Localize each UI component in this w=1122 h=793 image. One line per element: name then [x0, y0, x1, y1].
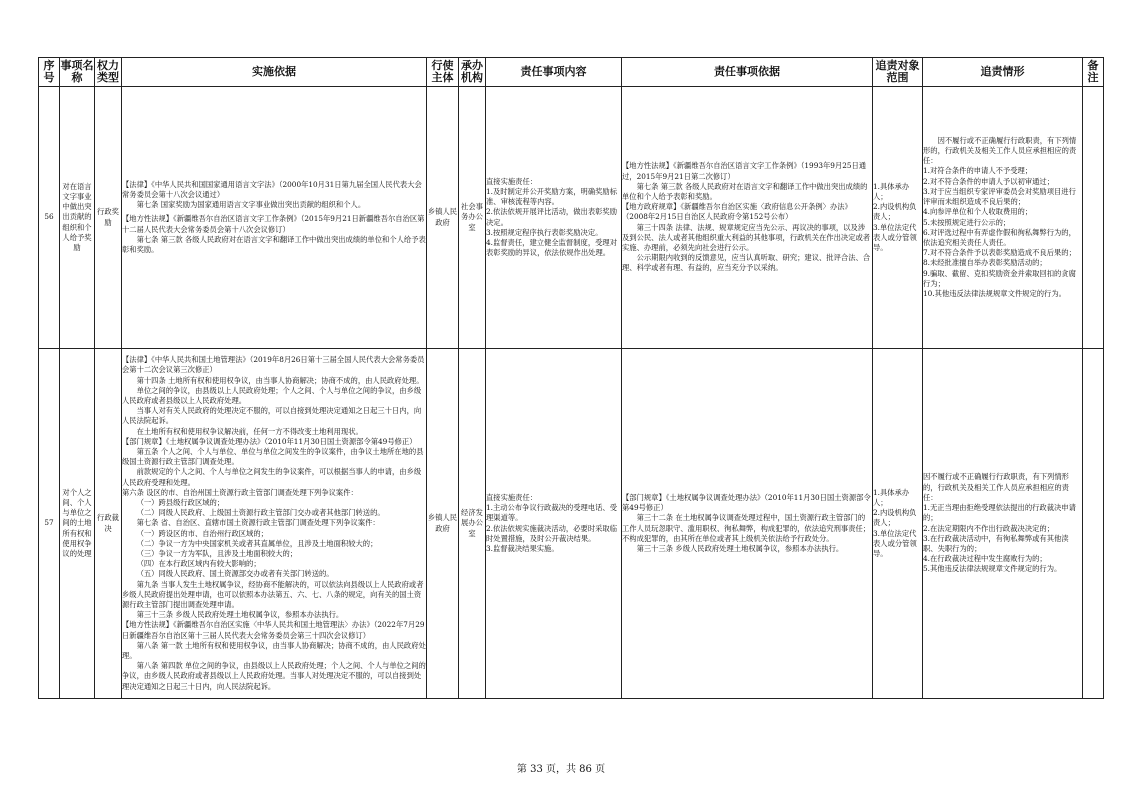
- header-duty-basis: 责任事项依据: [622, 58, 873, 87]
- row-seq: 57: [39, 349, 60, 699]
- row-power-type: 行政裁决: [95, 349, 122, 699]
- row-subject: 乡镇人民政府: [427, 349, 459, 699]
- header-item-name: 事项名称: [60, 58, 95, 87]
- row-seq: 56: [39, 87, 60, 349]
- row-duty-content: 直接实施责任： 1.及时制定并公开奖励方案，明确奖励标准、审核流程等内容。 2.依法依规开展评比活动，做出表彰奖励决定。 3.按照规定程序执行表彰奖励决定。 4.监督责任，建立健全监督制度，受理对表彰奖励的异议，依法依规作出处理。: [486, 87, 622, 349]
- header-subject: 行使主体: [427, 58, 459, 87]
- responsibility-table: [38, 57, 1104, 699]
- row-item-name: 对在语言文字事业中做出突出贡献的组织和个人给予奖励: [60, 87, 95, 349]
- page-number: 第 33 页，共 86 页: [516, 764, 606, 775]
- row-duty-basis: 【地方性法规】《新疆维吾尔自治区语言文字工作条例》（1993年9月25日通过，2015年9月21日第二次修订） 第七条 第三款 各级人民政府对在语言文字和翻译工作中做出突出成绩的单位和个人给予表彰和奖励。 【地方政府规章】《新疆维吾尔自治区实施〈政府信息公开条例〉办法》（2008年2月15日自治区人民政府令第152号公布） 第三十四条 法律、法规、规章规定应当先公示、再议决的事项，以及涉及到公民、法人或者其他组织重大利益的其他事项，行政机关在作出决定或者实施、办理前，必须先向社会进行公示。 公示期限内收到的反馈意见，应当认真听取、研究；建议、批评合法、合理、科学或者有理、有益的，应当充分予以采纳。: [622, 87, 873, 349]
- row-subject: 乡镇人民政府: [427, 87, 459, 349]
- header-seq: 序号: [39, 58, 60, 87]
- header-scope: 追责对象范围: [873, 58, 923, 87]
- row-item-name: 对个人之间、个人与单位之间的土地所有权和使用权争议的处理: [60, 349, 95, 699]
- header-basis: 实施依据: [122, 58, 427, 87]
- row-situation: 因不履行或不正确履行行政职责，有下列情形的，行政机关及相关工作人员应承担相应的责任： 1.对符合条件的申请人不予受理； 2.对不符合条件的申请人予以初审通过； 3.对于应当组织专家评审委员会对奖励项目进行评审而未组织造成不良后果的； 4.向参评单位和个人收取费用的； 5.未按照规定进行公示的； 6.对评选过程中有弄虚作假和徇私舞弊行为的，依法追究相关责任人责任。 7.对不符合条件予以表彰奖励造成不良后果的； 8.未经批准擅自举办表彰奖励活动的； 9.骗取、截留、克扣奖励资金并索取回扣的贪腐行为； 10.其他违反法律法规规章文件规定的行为。: [923, 87, 1083, 349]
- header-agency: 承办机构: [459, 58, 486, 87]
- row-agency: 经济发展办公室: [459, 349, 486, 699]
- row-duty-basis: 【部门规章】《土地权属争议调查处理办法》（2010年11月30日国土资源部令第49号修正） 第三十二条 在土地权属争议调查处理过程中，国土资源行政主管部门的工作人员玩忽职守、滥用职权、徇私舞弊，构成犯罪的，依法追究刑事责任；不构成犯罪的，由其所在单位或者其上级机关依法给予行政处分。 第三十三条 乡级人民政府处理土地权属争议，参照本办法执行。: [622, 349, 873, 699]
- row-scope: 1.具体承办人； 2.内设机构负责人； 3.单位法定代表人或分管领导。: [873, 87, 923, 349]
- header-situation: 追责情形: [923, 58, 1083, 87]
- header-power-type: 权力类型: [95, 58, 122, 87]
- row-situation: 因不履行或不正确履行行政职责，有下列情形的，行政机关及相关工作人员应承担相应的责任： 1.无正当理由拒绝受理依法提出的行政裁决申请的； 2.在法定期限内不作出行政裁决决定的； 3.在行政裁决活动中，有徇私舞弊或有其他渎职、失职行为的； 4.在行政裁决过程中发生腐败行为的； 5.其他违反法律法规规章文件规定的行为。: [923, 349, 1083, 699]
- row-basis: 【法律】《中华人民共和国土地管理法》（2019年8月26日第十三届全国人民代表大会常务委员会第十二次会议第三次修正） 第十四条 土地所有权和使用权争议，由当事人协商解决；协商不成的，由人民政府处理。 单位之间的争议，由县级以上人民政府处理；个人之间、个人与单位之间的争议，由乡级人民政府或者县级以上人民政府处理。 当事人对有关人民政府的处理决定不服的，可以自接到处理决定通知之日起三十日内，向人民法院起诉。 在土地所有权和使用权争议解决前，任何一方不得改变土地利用现状。 【部门规章】《土地权属争议调查处理办法》（2010年11月30日国土资源部令第49号修正） 第五条 个人之间、个人与单位、单位与单位之间发生的争议案件，由争议土地所在地的县级国土资源行政主管部门调查处理。 前款规定的个人之间、个人与单位之间发生的争议案件，可以根据当事人的申请，由乡级人民政府受理和处理。 第六条 设区的市、自治州国土资源行政主管部门调查处理下列争议案件： （一）跨县级行政区域的； （二）同级人民政府、上级国土资源行政主管部门交办或者其他部门转送的。 第七条 省、自治区、直辖市国土资源行政主管部门调查处理下列争议案件： （一）跨设区的市、自治州行政区域的； （二）争议一方为中央国家机关或者其直属单位，且涉及土地面积较大的； （三）争议一方为军队，且涉及土地面积较大的； （四）在本行政区域内有较大影响的； （五）同级人民政府、国土资源部交办或者有关部门转送的。 第九条 当事人发生土地权属争议，经协商不能解决的，可以依法向县级以上人民政府或者乡级人民政府提出处理申请，也可以依照本办法第五、六、七、八条的规定，向有关的国土资源行政主管部门提出调查处理申请。 第三十三条 乡级人民政府处理土地权属争议，参照本办法执行。 【地方性法规】《新疆维吾尔自治区实施〈中华人民共和国土地管理法〉办法》（2022年7月29日新疆维吾尔自治区第十三届人民代表大会常务委员会第三十四次会议修订） 第八条 第一款 土地所有权和使用权争议，由当事人协商解决；协商不成的，由人民政府处理。 第八条 第四款 单位之间的争议，由县级以上人民政府处理；个人之间、个人与单位之间的争议，由乡级人民政府或者县级以上人民政府处理。当事人对处理决定不服的，可以自接到处理决定通知之日起三十日内，向人民法院起诉。: [122, 349, 427, 699]
- row-power-type: 行政奖励: [95, 87, 122, 349]
- header-row: [39, 58, 1104, 87]
- row-basis: 【法律】《中华人民共和国国家通用语言文字法》（2000年10月31日第九届全国人民代表大会常务委员会第十八次会议通过） 第七条 国家奖励为国家通用语言文字事业做出突出贡献的组织和个人。 【地方性法规】《新疆维吾尔自治区语言文字工作条例》（2015年9月21日新疆维吾尔自治区第十二届人民代表大会常务委员会第十八次会议修订） 第七条 第三款 各级人民政府对在语言文字和翻译工作中做出突出成绩的单位和个人给予表彰和奖励。: [122, 87, 427, 349]
- table-row: [39, 349, 1104, 699]
- table-row: [39, 87, 1104, 349]
- row-duty-content: 直接实施责任： 1.主动公布争议行政裁决的受理电话、受理渠道等。 2.依法依规实施裁决活动，必要时采取临时处置措施，及时公开裁决结果。 3.监督裁决结果实施。: [486, 349, 622, 699]
- row-agency: 社会事务办公室: [459, 87, 486, 349]
- header-note: 备注: [1083, 58, 1104, 87]
- row-note: [1083, 87, 1104, 349]
- header-duty-content: 责任事项内容: [486, 58, 622, 87]
- row-scope: 1.具体承办人； 2.内设机构负责人； 3.单位法定代表人或分管领导。: [873, 349, 923, 699]
- row-note: [1083, 349, 1104, 699]
